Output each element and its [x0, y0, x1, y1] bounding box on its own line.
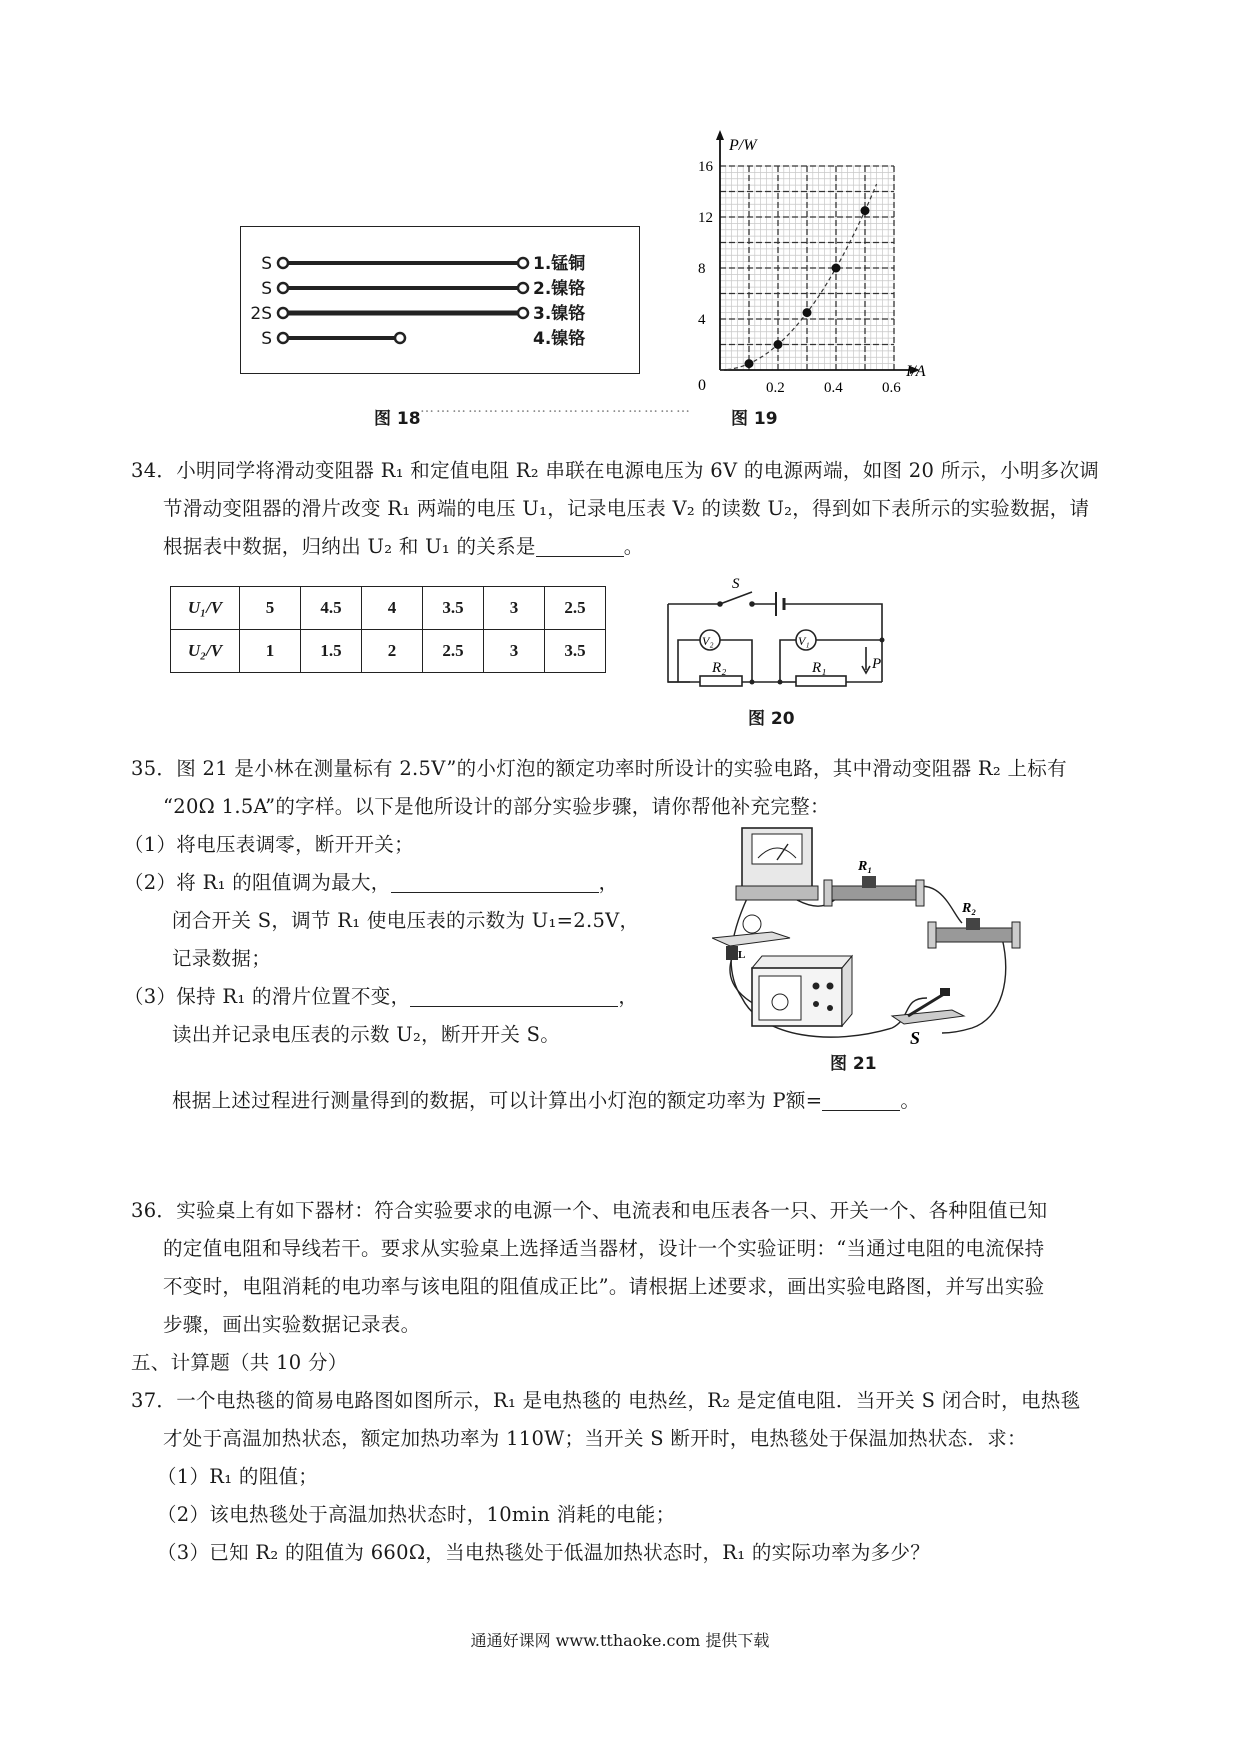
q35-power-blank[interactable] — [822, 1088, 900, 1111]
chart-grid — [720, 166, 894, 370]
q35-step-2-blank[interactable] — [391, 870, 599, 893]
y-axis-arrow — [716, 130, 724, 140]
fig21-switch-label: S — [910, 1028, 921, 1048]
q34-line-3 — [131, 528, 1099, 566]
q35-conclusion-text: 根据上述过程进行测量得到的数据，可以计算出小灯泡的额定功率为 P额= — [172, 1089, 823, 1112]
table-cell: 3.5 — [545, 630, 606, 673]
data-point — [745, 359, 754, 368]
table-cell: 1 — [240, 630, 301, 673]
q37-part-1: （1）R₁ 的阻值； — [157, 1465, 319, 1488]
q35-step-3b: 读出并记录电压表的示数 U₂，断开开关 S。 — [172, 1023, 561, 1046]
x-tick-label: 0.6 — [882, 380, 901, 396]
data-point — [803, 308, 812, 317]
y-tick-label: 8 — [698, 261, 706, 277]
table-cell: 3 — [484, 587, 545, 630]
q37-part-2: （2）该电热毯处于高温加热状态时，10min 消耗的电能； — [157, 1503, 676, 1526]
data-point — [774, 340, 783, 349]
table-header-u2: U₂/V — [171, 630, 240, 673]
wire-1-material-label: 1.锰铜 — [533, 254, 586, 274]
q35-step-2-comma: ， — [598, 871, 619, 894]
table-cell: 2.5 — [423, 630, 484, 673]
question-36 — [131, 1192, 1047, 1344]
q37-line-2: 才处于高温加热状态，额定加热功率为 110W；当开关 S 断开时，电热毯处于保温加热状态．求： — [163, 1427, 1027, 1450]
origin-label: 0 — [698, 377, 706, 394]
q35-step-2b: 闭合开关 S，调节 R₁ 使电压表的示数为 U₁=2.5V， — [172, 909, 640, 932]
fig21-r2-label: R₂ — [962, 901, 977, 916]
page-footer: 通通好课网 www.tthaoke.com 提供下载 — [470, 1631, 770, 1650]
wire-3-material-label: 3.镍铬 — [533, 304, 586, 324]
y-tick-label: 4 — [698, 312, 706, 328]
q36-line-4: 步骤，画出实验数据记录表。 — [163, 1313, 421, 1336]
table-cell: 4.5 — [301, 587, 362, 630]
section-5-heading: 五、计算题（共 10 分） — [131, 1351, 348, 1374]
voltmeter-v2-label: V₂ — [702, 634, 714, 648]
table-cell: 2 — [362, 630, 423, 673]
q35-line-2: “20Ω 1.5A”的字样。以下是他所设计的部分实验步骤，请你帮他补充完整： — [163, 795, 830, 818]
q35-step-2-text: （2）将 R₁ 的阻值调为最大， — [124, 871, 391, 894]
figure-20-caption: 图 20 — [748, 709, 795, 729]
y-axis-label: P/W — [729, 137, 757, 154]
q35-step-3-text: （3）保持 R₁ 的滑片位置不变， — [124, 985, 411, 1008]
q35-conclusion-end: 。 — [900, 1089, 921, 1112]
table-row — [171, 587, 606, 630]
q35-step-2 — [124, 864, 639, 902]
figure-18-caption: 图 18 — [374, 409, 421, 429]
q35-step-1: （1）将电压表调零，断开开关； — [124, 833, 414, 856]
q35-step-3-blank[interactable] — [410, 984, 618, 1007]
table-header-u1: U₁/V — [171, 587, 240, 630]
wire-4-area-label: S — [261, 329, 272, 349]
fig21-r1-label: R₁ — [858, 859, 873, 874]
figure-19-chart — [680, 128, 935, 398]
question-37 — [131, 1382, 1080, 1572]
wire-2-area-label: S — [261, 279, 272, 299]
table-cell: 5 — [240, 587, 301, 630]
q37-line-1: 37．一个电热毯的简易电路图如图所示，R₁ 是电热毯的 电热丝，R₂ 是定值电阻．当开关 S 闭合时，电热毯 — [131, 1389, 1081, 1412]
wire-2-material-label: 2.镍铬 — [533, 279, 586, 299]
caption-dot-leader: …………………………………………… — [420, 400, 692, 416]
table-cell: 3.5 — [423, 587, 484, 630]
question-34 — [131, 452, 1099, 566]
q34-line-2: 节滑动变阻器的滑片改变 R₁ 两端的电压 U₁，记录电压表 V₂ 的读数 U₂，得到如下表所示的实验数据，请 — [163, 497, 1090, 520]
table-cell: 4 — [362, 587, 423, 630]
q35-step-2c: 记录数据； — [172, 947, 272, 970]
resistor-r1-label: R₁ — [812, 660, 827, 676]
wire-4-material-label: 4.镍铬 — [533, 329, 586, 349]
figure-18-left-labels — [250, 252, 272, 352]
resistor-r2-label: R₂ — [712, 660, 727, 676]
wire-1-area-label: S — [261, 254, 272, 274]
data-point — [861, 206, 870, 215]
q36-line-3: 不变时，电阻消耗的电功率与该电阻的阻值成正比”。请根据上述要求，画出实验电路图，并写出实验 — [163, 1275, 1045, 1298]
slider-p-label: P — [872, 656, 882, 672]
q34-line-3-end: 。 — [623, 535, 644, 558]
q37-part-3: （3）已知 R₂ 的阻值为 660Ω，当电热毯处于低温加热状态时，R₁ 的实际功率为多少？ — [157, 1541, 931, 1564]
q35-step-3-comma: ， — [618, 985, 639, 1008]
q34-data-table — [170, 586, 606, 673]
y-tick-label: 12 — [698, 210, 713, 226]
figure-21-apparatus — [712, 818, 1022, 1050]
fig21-lamp-label: L — [738, 949, 746, 961]
question-35 — [131, 750, 1067, 826]
figure-20-circuit — [660, 572, 890, 702]
switch-label: S — [732, 576, 740, 592]
x-tick-label: 0.4 — [824, 380, 843, 396]
figure-19-caption: 图 19 — [731, 409, 778, 429]
figure-21-caption: 图 21 — [830, 1054, 877, 1074]
q35-step-3 — [124, 978, 639, 1016]
q34-line-1: 34．小明同学将滑动变阻器 R₁ 和定值电阻 R₂ 串联在电源电压为 6V 的电源两端，如图 20 所示，小明多次调 — [131, 459, 1100, 482]
q34-answer-blank[interactable] — [536, 534, 624, 557]
q35-steps — [124, 826, 639, 1054]
table-cell: 2.5 — [545, 587, 606, 630]
q34-line-3-text: 根据表中数据，归纳出 U₂ 和 U₁ 的关系是 — [163, 535, 536, 558]
voltmeter-v1-label: V₁ — [798, 634, 810, 648]
q35-line-1: 35．图 21 是小林在测量标有 2.5V”的小灯泡的额定功率时所设计的实验电路，其中滑动变阻器 R₂ 上标有 — [131, 757, 1067, 780]
q36-line-2: 的定值电阻和导线若干。要求从实验桌上选择适当器材，设计一个实验证明：“当通过电阻的电流保持 — [163, 1237, 1045, 1260]
figure-18-right-labels — [533, 252, 585, 352]
table-row — [171, 630, 606, 673]
wire-3-area-label: 2S — [250, 304, 272, 324]
y-tick-label: 16 — [698, 159, 713, 175]
table-cell: 1.5 — [301, 630, 362, 673]
q36-line-1: 36．实验桌上有如下器材：符合实验要求的电源一个、电流表和电压表各一只、开关一个、各种阻值已知 — [131, 1199, 1048, 1222]
q35-conclusion — [172, 1082, 920, 1120]
x-axis-label: I/A — [906, 363, 926, 380]
data-point — [832, 264, 841, 273]
x-tick-label: 0.2 — [766, 380, 785, 396]
table-cell: 3 — [484, 630, 545, 673]
